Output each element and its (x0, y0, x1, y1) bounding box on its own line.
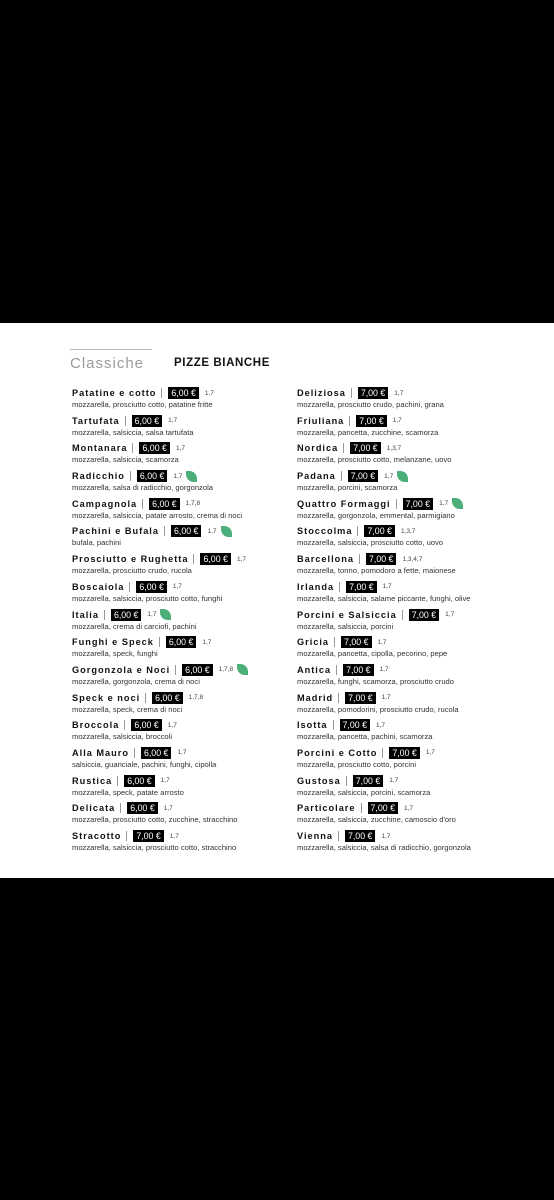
menu-item (297, 801, 547, 829)
ingredients: mozzarella, funghi, scamorza, prosciutto crudo (297, 676, 455, 686)
menu-item (72, 635, 322, 663)
menu-item (72, 691, 322, 719)
menu-item (72, 801, 322, 829)
pizza-name: Antica (297, 664, 332, 675)
ingredients: mozzarella, salsiccia, patate arrosto, crema di noci (72, 510, 243, 520)
pizza-name: Prosciutto e Rughetta (72, 554, 189, 565)
menu-item (297, 441, 547, 469)
menu-item (72, 663, 322, 691)
pizza-name: Madrid (297, 692, 334, 703)
ingredients: mozzarella, prosciutto crudo, pachini, grana (297, 400, 444, 409)
ingredients: mozzarella, gorgonzola, emmental, parmigiano (297, 510, 455, 520)
menu-item-header (297, 497, 547, 511)
separator (382, 748, 383, 758)
menu-item-header (297, 414, 547, 428)
menu-item (297, 718, 547, 746)
ingredients: mozzarella, salsiccia, salame piccante, funghi, olive (297, 593, 471, 603)
menu-header (70, 349, 270, 372)
allergen-codes: 1,7 (167, 721, 177, 729)
price-tag: 6,00 € (168, 387, 198, 399)
allergen-codes: 1,7 (172, 583, 182, 591)
allergen-codes: 1,7 (439, 500, 449, 508)
allergen-codes: 1,7,8 (188, 694, 204, 702)
menu-column-right (297, 386, 547, 857)
ingredients: mozzarella, prosciutto cotto, patatine fritte (72, 400, 213, 409)
separator (359, 554, 360, 564)
separator (396, 499, 397, 509)
price-tag: 7,00 € (340, 719, 370, 731)
separator (117, 776, 118, 786)
menu-item-header (297, 469, 547, 483)
separator (334, 637, 335, 647)
allergen-codes: 1,7 (168, 417, 178, 425)
menu-item (297, 608, 547, 636)
separator (361, 803, 362, 813)
price-tag: 7,00 € (353, 775, 383, 787)
menu-item-header (297, 441, 547, 455)
separator (142, 499, 143, 509)
ingredients: mozzarella, salsiccia, porcini (297, 621, 394, 631)
ingredients: salsiccia, guanciale, pachini, funghi, cipolla (72, 759, 217, 769)
separator (159, 637, 160, 647)
vegetarian-leaf-icon (186, 471, 197, 482)
allergen-codes: 1,7 (175, 444, 185, 452)
separator (346, 776, 347, 786)
ingredients: mozzarella, prosciutto cotto, zucchine, stracchino (72, 815, 238, 825)
ingredients: mozzarella, pomodorini, prosciutto crudo, rucola (297, 704, 459, 714)
allergen-codes: 1,7,8 (185, 500, 201, 508)
menu-item (297, 386, 547, 414)
allergen-codes: 1,7 (177, 749, 187, 757)
menu-item-header (72, 580, 322, 594)
menu-item (72, 497, 322, 525)
menu-item (297, 497, 547, 525)
allergen-codes: 1,7 (382, 583, 392, 591)
menu-item (297, 414, 547, 442)
allergen-codes: 1,7 (394, 389, 404, 397)
pizza-name: Friuliana (297, 415, 345, 426)
ingredients: mozzarella, prosciutto crudo, rucola (72, 566, 192, 576)
vegetarian-leaf-icon (160, 609, 171, 620)
price-tag: 6,00 € (182, 664, 212, 676)
ingredients: mozzarella, salsiccia, prosciutto cotto, funghi (72, 593, 223, 603)
ingredients: mozzarella, tonno, pomodoro a fette, maionese (297, 566, 456, 576)
allergen-codes: 1,3,7 (400, 527, 416, 535)
separator (336, 665, 337, 675)
pizza-name: Nordica (297, 443, 339, 454)
menu-item-header (297, 580, 547, 594)
menu-item-header (297, 829, 547, 843)
price-tag: 6,00 € (127, 802, 157, 814)
menu-item (72, 524, 322, 552)
allergen-codes: 1,7 (403, 804, 414, 812)
pizza-name: Irlanda (297, 581, 335, 592)
ingredients: mozzarella, salsa di radicchio, gorgonzola (72, 483, 213, 493)
menu-item-header (297, 608, 547, 622)
separator (145, 693, 146, 703)
pizza-name: Vienna (297, 831, 333, 841)
ingredients: mozzarella, salsiccia, salsa di radicchio, gorgonzola (297, 843, 471, 852)
price-tag: 6,00 € (124, 775, 154, 787)
pizza-name: Gustosa (297, 775, 341, 786)
separator (357, 526, 358, 536)
menu-item-header (72, 608, 322, 622)
pizza-name: Deliziosa (297, 388, 346, 398)
separator (120, 803, 121, 813)
ingredients: bufala, pachini (72, 538, 121, 548)
pizza-name: Broccola (72, 720, 120, 731)
pizza-name: Pachini e Bufala (72, 526, 159, 537)
separator (130, 471, 131, 481)
vegetarian-leaf-icon (237, 664, 248, 675)
menu-item (72, 774, 322, 802)
allergen-codes: 1,7 (375, 721, 386, 729)
menu-item-header (297, 386, 547, 400)
menu-item-header (297, 801, 547, 815)
menu-item (297, 580, 547, 608)
pizza-name: Rustica (72, 775, 113, 786)
price-tag: 6,00 € (141, 747, 171, 759)
price-tag: 7,00 € (346, 581, 376, 593)
ingredients: mozzarella, salsiccia, zucchine, camoscio d'oro (297, 815, 456, 825)
price-tag: 7,00 € (350, 442, 380, 454)
allergen-codes: 1,7 (202, 638, 212, 646)
vegetarian-leaf-icon (221, 526, 232, 537)
menu-item-header (297, 524, 547, 538)
price-tag: 7,00 € (403, 498, 433, 510)
menu-item (297, 746, 547, 774)
menu-item-header (297, 691, 547, 705)
menu-item-header (72, 801, 322, 815)
price-tag: 7,00 € (364, 525, 394, 537)
pizza-name: Padana (297, 471, 336, 482)
price-tag: 7,00 € (358, 387, 388, 399)
menu-item (72, 469, 322, 497)
menu-item-header (297, 718, 547, 732)
pizza-name: Speck e noci (72, 692, 141, 703)
ingredients: mozzarella, pancetta, zucchine, scamorza (297, 427, 439, 437)
price-tag: 7,00 € (389, 747, 419, 759)
menu-item-header (72, 774, 322, 788)
menu-item-header (297, 552, 547, 566)
price-tag: 7,00 € (368, 802, 398, 814)
menu-item-header (72, 386, 322, 400)
price-tag: 7,00 € (409, 609, 439, 621)
pizza-name: Boscaiola (72, 581, 125, 592)
allergen-codes: 1,7 (389, 777, 399, 785)
separator (338, 693, 339, 703)
pizza-name: Porcini e Salsiccia (297, 609, 397, 620)
ingredients: mozzarella, speck, crema di noci (72, 704, 183, 714)
vegetarian-leaf-icon (452, 498, 463, 509)
menu-item-header (72, 691, 322, 705)
ingredients: mozzarella, salsiccia, broccoli (72, 732, 173, 742)
separator (338, 831, 339, 841)
menu-item (72, 386, 322, 414)
menu-item (297, 663, 547, 691)
pizza-name: Gorgonzola e Noci (72, 664, 171, 675)
price-tag: 6,00 € (137, 470, 167, 482)
pizza-name: Radicchio (72, 471, 125, 482)
menu-item-header (72, 414, 322, 428)
menu-item-header (72, 746, 322, 760)
separator (132, 443, 133, 453)
pizza-name: Porcini e Cotto (297, 747, 378, 758)
menu-item-header (72, 524, 322, 538)
menu-item-header (72, 441, 322, 455)
ingredients: mozzarella, salsiccia, prosciutto cotto, uovo (297, 538, 444, 548)
price-tag: 7,00 € (345, 692, 375, 704)
price-tag: 6,00 € (152, 692, 182, 704)
menu-card (0, 323, 554, 878)
menu-item-header (72, 469, 322, 483)
pizza-name: Delicata (72, 803, 116, 814)
pizza-name: Gricia (297, 637, 330, 648)
ingredients: mozzarella, salsiccia, porcini, scamorza (297, 787, 431, 797)
separator (124, 720, 125, 730)
pizza-name: Patatine e cotto (72, 388, 157, 398)
allergen-codes: 1,7 (384, 472, 394, 480)
allergen-codes: 1,7 (379, 666, 389, 674)
menu-item (297, 552, 547, 580)
allergen-codes: 1,7 (381, 694, 391, 702)
price-tag: 7,00 € (343, 664, 373, 676)
allergen-codes: 1,7 (392, 417, 402, 425)
separator (161, 388, 162, 398)
pizza-name: Campagnola (72, 498, 138, 509)
price-tag: 7,00 € (133, 830, 163, 842)
separator (349, 416, 350, 426)
menu-item-header (297, 746, 547, 760)
ingredients: mozzarella, pancetta, pachini, scamorza (297, 732, 433, 742)
vegetarian-leaf-icon (397, 471, 408, 482)
separator (339, 582, 340, 592)
allergen-codes: 1,3,4,7 (402, 555, 423, 563)
allergen-codes: 1,7 (163, 804, 173, 812)
section-title-pizze-bianche: PIZZE BIANCHE (174, 357, 270, 369)
menu-item (72, 414, 322, 442)
menu-item (72, 608, 322, 636)
pizza-name: Tartufata (72, 415, 120, 426)
price-tag: 7,00 € (366, 553, 396, 565)
menu-item (297, 524, 547, 552)
allergen-codes: 1,7 (236, 555, 246, 563)
ingredients: mozzarella, gorgonzola, crema di noci (72, 676, 200, 686)
price-tag: 7,00 € (356, 415, 386, 427)
menu-item-header (297, 774, 547, 788)
menu-item-header (297, 663, 547, 677)
price-tag: 7,00 € (348, 470, 378, 482)
pizza-name: Italia (72, 609, 99, 620)
price-tag: 7,00 € (341, 636, 371, 648)
menu-item (297, 774, 547, 802)
separator (164, 526, 165, 536)
menu-item (297, 691, 547, 719)
menu-item (297, 635, 547, 663)
menu-item-header (72, 497, 322, 511)
price-tag: 6,00 € (131, 719, 161, 731)
allergen-codes: 1,7 (173, 472, 183, 480)
menu-item-header (72, 829, 322, 843)
price-tag: 6,00 € (111, 609, 141, 621)
menu-item (72, 580, 322, 608)
ingredients: mozzarella, salsiccia, scamorza (72, 455, 179, 465)
menu-item (72, 552, 322, 580)
menu-item (72, 829, 322, 857)
ingredients: mozzarella, speck, funghi (72, 649, 158, 659)
price-tag: 6,00 € (139, 442, 169, 454)
menu-item-header (72, 718, 322, 732)
menu-item (72, 441, 322, 469)
allergen-codes: 1,3,7 (386, 444, 402, 452)
pizza-name: Barcellona (297, 554, 354, 565)
allergen-codes: 1,7 (207, 527, 217, 535)
separator (175, 665, 176, 675)
menu-item-header (72, 663, 322, 677)
menu-item-header (297, 635, 547, 649)
allergen-codes: 1,7 (147, 611, 157, 618)
allergen-codes: 1,7,8 (218, 666, 234, 674)
separator (193, 554, 194, 564)
price-tag: 6,00 € (171, 525, 201, 537)
separator (126, 831, 127, 841)
ingredients: mozzarella, crema di carciofi, pachini (72, 621, 197, 631)
pizza-name: Montanara (72, 443, 128, 454)
price-tag: 7,00 € (345, 830, 375, 842)
menu-item (72, 718, 322, 746)
pizza-name: Funghi e Speck (72, 637, 154, 648)
separator (343, 443, 344, 453)
price-tag: 6,00 € (149, 498, 179, 510)
separator (129, 582, 130, 592)
pizza-name: Particolare (297, 803, 356, 814)
separator (104, 610, 105, 620)
separator (333, 720, 334, 730)
allergen-codes: 1,7 (169, 832, 179, 840)
price-tag: 6,00 € (132, 415, 162, 427)
allergen-codes: 1,7 (381, 832, 391, 840)
menu-item (297, 469, 547, 497)
ingredients: mozzarella, prosciutto cotto, porcini (297, 759, 417, 769)
separator (341, 471, 342, 481)
menu-item-header (72, 635, 322, 649)
ingredients: mozzarella, porcini, scamorza (297, 483, 398, 493)
pizza-name: Stoccolma (297, 526, 353, 537)
separator (351, 388, 352, 398)
ingredients: mozzarella, prosciutto cotto, melanzane, uovo (297, 455, 452, 465)
ingredients: mozzarella, speck, patate arrosto (72, 787, 184, 797)
ingredients: mozzarella, salsiccia, salsa tartufata (72, 427, 194, 437)
ingredients: mozzarella, salsiccia, prosciutto cotto, stracchino (72, 843, 237, 852)
allergen-codes: 1,7 (425, 749, 435, 757)
pizza-name: Isotta (297, 720, 328, 731)
price-tag: 6,00 € (136, 581, 166, 593)
menu-item (72, 746, 322, 774)
allergen-codes: 1,7 (160, 777, 170, 785)
allergen-codes: 1,7 (445, 611, 455, 618)
menu-column-left (72, 386, 322, 857)
separator (402, 610, 403, 620)
section-title-classiche: Classiche (70, 349, 152, 372)
separator (125, 416, 126, 426)
ingredients: mozzarella, pancetta, cipolla, pecorino, pepe (297, 649, 448, 659)
pizza-name: Stracotto (72, 831, 122, 841)
price-tag: 6,00 € (166, 636, 196, 648)
pizza-name: Quattro Formaggi (297, 498, 391, 509)
pizza-name: Alla Mauro (72, 747, 129, 758)
allergen-codes: 1,7 (377, 638, 387, 646)
menu-item (297, 829, 547, 857)
allergen-codes: 1,7 (204, 389, 214, 397)
separator (134, 748, 135, 758)
menu-item-header (72, 552, 322, 566)
price-tag: 6,00 € (200, 553, 230, 565)
